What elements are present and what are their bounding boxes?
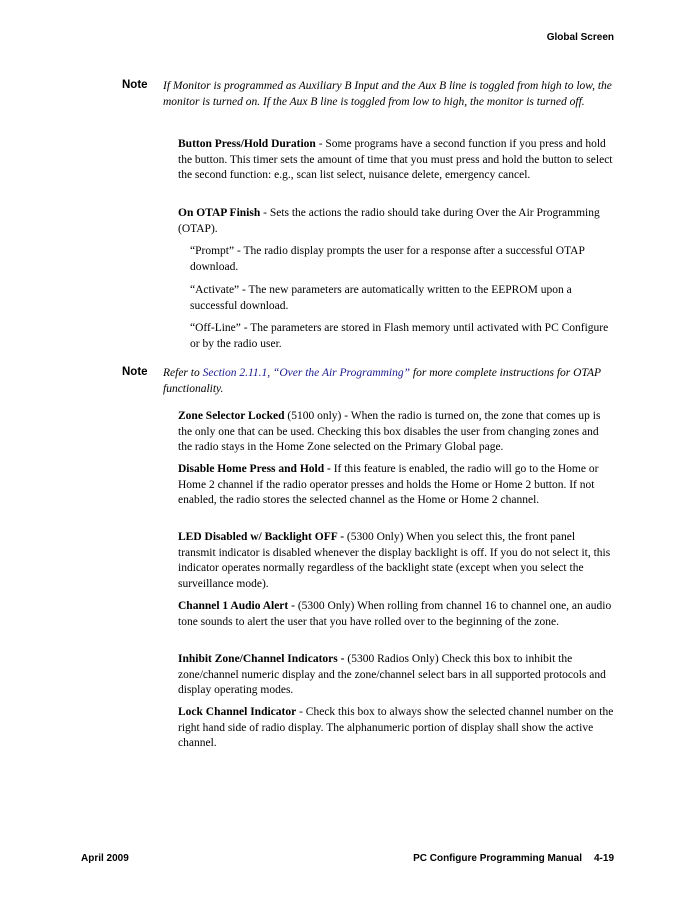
paragraph-text: If this feature is enabled, the radio will go to the Home or Home 2 channel if the radio operator presses and holds the Home or Home 2 button. If not enabled, the radio stores the selected channel as the Home or Home 2 channel. [178, 463, 599, 506]
paragraph-button-press-hold [178, 137, 615, 184]
paragraph-term: LED Disabled w/ Backlight OFF - [178, 531, 345, 543]
paragraph-term: Channel 1 Audio Alert - [178, 600, 295, 612]
paragraph-zone-selector-locked [178, 409, 615, 456]
paragraph-lock-channel-indicator [178, 705, 615, 752]
footer-manual-title: PC Configure Programming Manual [413, 853, 582, 864]
footer-date: April 2009 [81, 853, 129, 864]
paragraph-text: - Check this box to always show the selected channel number on the right hand side of radio display. The alphanumeric portion of display shall show the active channel. [178, 706, 614, 749]
paragraph-text: - Some programs have a second function if you press and hold the button. This timer sets the amount of time that you must press and hold the button to select the second function: e.g., scan list select, nuisance delete, emergency cancel. [178, 138, 613, 181]
paragraph-text: - Sets the actions the radio should take during Over the Air Programming (OTAP). [178, 207, 600, 235]
footer-title-page [413, 853, 614, 864]
paragraph-term: Disable Home Press and Hold - [178, 463, 331, 475]
note-text: Refer to Section 2.11.1, “Over the Air Programming” for more complete instructions for OTAP functionality. [163, 367, 601, 395]
otap-option-prompt: “Prompt” - The radio display prompts the user for a response after a successful OTAP download. [190, 245, 585, 273]
paragraph-text: (5300 Only) When you select this, the front panel transmit indicator is disabled whenever the display backlight is off. If you do not select it, this indicator operates normally regardless of the backlight state (except when you select the surveillance mode). [178, 531, 611, 590]
paragraph-led-disabled [178, 530, 615, 592]
paragraph-term: Lock Channel Indicator [178, 706, 297, 718]
note-label: Note [122, 366, 148, 378]
paragraph-term: On OTAP Finish [178, 207, 261, 219]
paragraph-term: Inhibit Zone/Channel Indicators - [178, 653, 345, 665]
otap-option-offline: “Off-Line” - The parameters are stored in Flash memory until activated with PC Configure or by the radio user. [190, 322, 609, 350]
running-header: Global Screen [546, 32, 614, 43]
paragraph-term: Button Press/Hold Duration [178, 138, 316, 150]
paragraph-text: (5300 Radios Only) Check this box to inhibit the zone/channel numeric display and the zone/channel select bars in all supported protocols and display operating modes. [178, 653, 606, 696]
note-label: Note [122, 79, 148, 91]
paragraph-text: (5100 only) - When the radio is turned on, the zone that comes up is the only one that can be used. Checking this box disables the user from changing zones and the radio stays in the Home Zone selected on the Primary Global page. [178, 410, 601, 453]
otap-option-activate: “Activate” - The new parameters are automatically written to the EEPROM upon a successful download. [190, 284, 572, 312]
paragraph-text: (5300 Only) When rolling from channel 16 to channel one, an audio tone sounds to alert the user that you have rolled over to the beginning of the zone. [178, 600, 612, 628]
paragraph-channel-1-audio-alert [178, 599, 615, 630]
paragraph-term: Zone Selector Locked [178, 410, 285, 422]
paragraph-disable-home-press [178, 462, 615, 509]
paragraph-inhibit-zone-channel [178, 652, 615, 699]
note-text: If Monitor is programmed as Auxiliary B Input and the Aux B line is toggled from high to low, the monitor is turned on. If the Aux B line is toggled from low to high, the monitor is turned off. [163, 80, 612, 108]
page-number: 4-19 [593, 853, 614, 864]
section-link[interactable]: Section 2.11.1, “Over the Air Programming” [202, 367, 411, 379]
paragraph-on-otap-finish [178, 206, 615, 237]
